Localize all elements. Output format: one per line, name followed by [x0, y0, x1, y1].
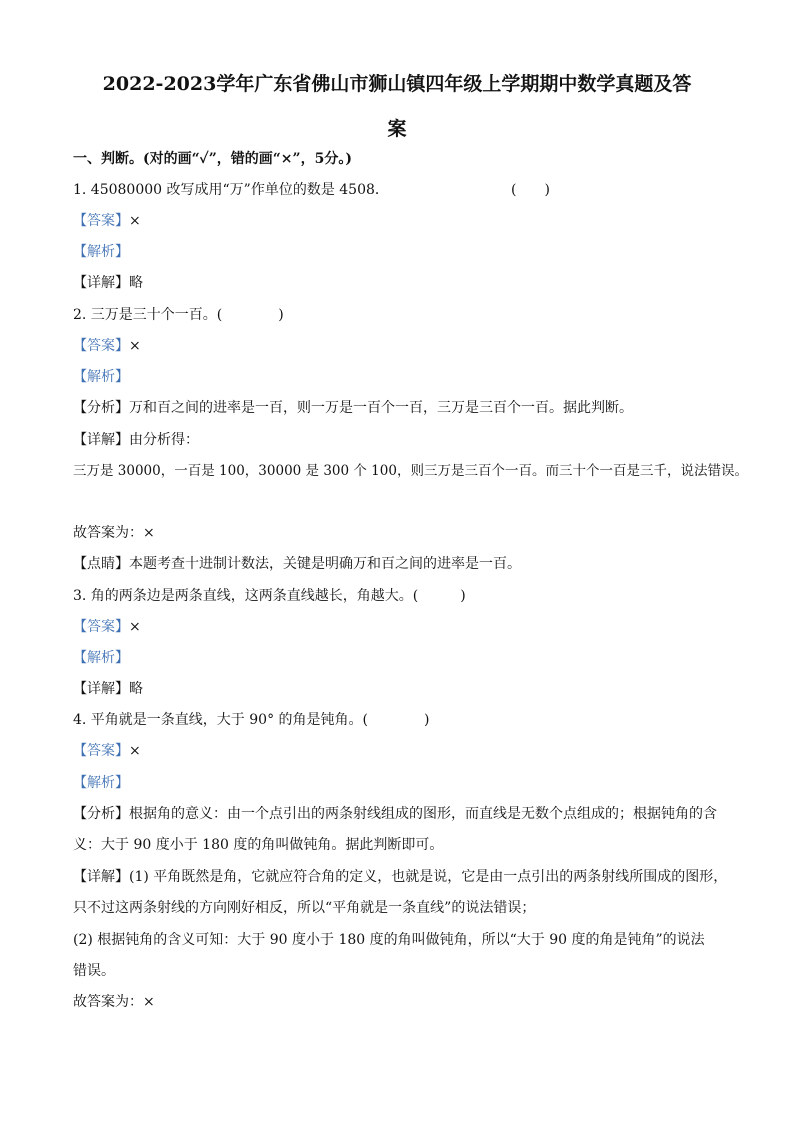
answer-value: ×	[129, 213, 141, 229]
question-1-detail	[73, 272, 733, 294]
question-1-answer	[73, 210, 733, 232]
answer-tag: 【答案】	[73, 619, 129, 635]
detail-text: (1) 平角既然是角，它就应符合角的定义，也就是说，它是由一点引出的两条射线所围成的图形，	[129, 869, 728, 885]
question-4-conclusion: 故答案为：×	[73, 994, 155, 1010]
answer-value: ×	[129, 338, 141, 354]
question-1-text: 1. 45080000 改写成用“万”作单位的数是 4508．	[73, 182, 389, 198]
question-4-fenxi-line-2: 义：大于 90 度小于 180 度的角叫做钝角。据此判断即可。	[73, 837, 444, 853]
question-3-analysis-tag: 【解析】	[73, 650, 129, 666]
question-2-detail	[73, 429, 733, 451]
question-2-analysis-tag: 【解析】	[73, 369, 129, 385]
answer-tag: 【答案】	[73, 213, 129, 229]
answer-tag: 【答案】	[73, 743, 129, 759]
question-2-detail-line-2: 三万是 30000，一百是 100，30000 是 300 个 100，则三万是三百个一百。而三十个一百是三千，说法错误。	[73, 463, 748, 479]
fenxi-text: 根据角的意义：由一个点引出的两条射线组成的图形，而直线是无数个点组成的；根据钝角的含	[129, 806, 717, 822]
answer-tag: 【答案】	[73, 338, 129, 354]
detail-tag: 【详解】	[73, 275, 129, 291]
question-4-fenxi-line-1	[73, 803, 733, 825]
fenxi-tag: 【分析】	[73, 400, 129, 416]
question-3-answer	[73, 616, 733, 638]
question-3-text: 3. 角的两条边是两条直线，这两条直线越长，角越大。( )	[73, 588, 466, 604]
detail-text: 略	[129, 681, 143, 697]
question-2-fenxi	[73, 397, 733, 419]
question-2-conclusion: 故答案为：×	[73, 525, 155, 541]
dianjing-tag: 【点睛】	[73, 556, 129, 572]
detail-text: 略	[129, 275, 143, 291]
question-1-blank: ( )	[511, 182, 550, 198]
question-4-detail-line-4: 错误。	[73, 963, 115, 979]
answer-value: ×	[129, 743, 141, 759]
question-1-analysis-tag: 【解析】	[73, 244, 129, 260]
question-2-dianjing	[73, 553, 733, 575]
question-2-answer	[73, 335, 733, 357]
question-4-answer	[73, 740, 733, 762]
question-4-detail-line-2: 只不过这两条射线的方向刚好相反，所以“平角就是一条直线”的说法错误；	[73, 900, 536, 916]
question-1	[73, 179, 733, 201]
document-title-line-2: 案	[387, 118, 407, 140]
fenxi-text: 万和百之间的进率是一百，则一万是一百个一百，三万是三百个一百。据此判断。	[129, 400, 633, 416]
dianjing-text: 本题考查十进制计数法，关键是明确万和百之间的进率是一百。	[129, 556, 521, 572]
question-2-text: 2. 三万是三十个一百。( )	[73, 307, 284, 323]
question-4-analysis-tag: 【解析】	[73, 775, 129, 791]
document-title-line-1: 2022-2023学年广东省佛山市狮山镇四年级上学期期中数学真题及答	[102, 73, 692, 95]
fenxi-tag: 【分析】	[73, 806, 129, 822]
section-heading: 一、判断。(对的画“✓”，错的画“×”，5分。)	[73, 151, 352, 167]
question-4-text: 4. 平角就是一条直线，大于 90° 的角是钝角。( )	[73, 712, 430, 728]
answer-value: ×	[129, 619, 141, 635]
detail-tag: 【详解】	[73, 869, 129, 885]
question-4-detail-line-3: (2) 根据钝角的含义可知：大于 90 度小于 180 度的角叫做钝角，所以“大于 90 度的角是钝角”的说法	[73, 932, 705, 948]
question-3-detail	[73, 678, 733, 700]
detail-text: 由分析得：	[129, 432, 199, 448]
detail-tag: 【详解】	[73, 432, 129, 448]
detail-tag: 【详解】	[73, 681, 129, 697]
question-4-detail-line-1	[73, 866, 733, 888]
